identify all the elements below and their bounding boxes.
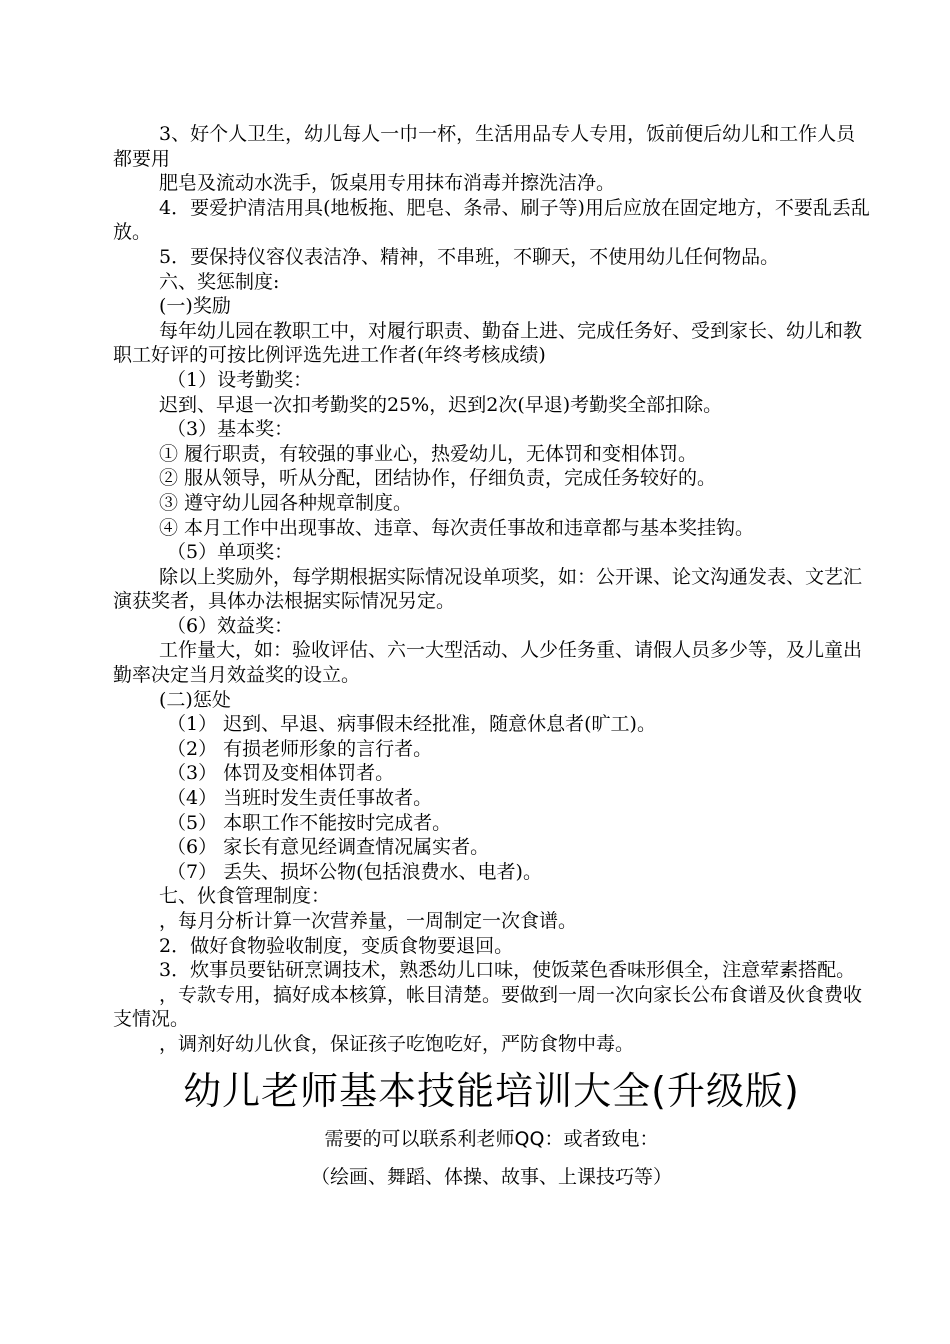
paragraph: 5．要保持仪容仪表洁净、精神，不串班，不聊天，不使用幼儿任何物品。 bbox=[159, 245, 780, 268]
paragraph: ② 服从领导，听从分配，团结协作，仔细负责，完成任务较好的。 bbox=[159, 467, 717, 490]
document-body bbox=[113, 122, 870, 1057]
paragraph: （3）基本奖： bbox=[167, 418, 294, 441]
paragraph: （5）单项奖： bbox=[167, 541, 294, 564]
paragraph: 3、好个人卫生，幼儿每人一巾一杯，生活用品专人专用，饭前便后幼儿和工作人员都要用 bbox=[113, 123, 856, 170]
paragraph: 六、奖惩制度: bbox=[159, 270, 280, 293]
paragraph: （1） 迟到、早退、病事假未经批准，随意休息者(旷工)。 bbox=[167, 713, 656, 736]
paragraph: 肥皂及流动水洗手，饭桌用专用抹布消毒并擦洗洁净。 bbox=[159, 172, 616, 195]
skills-line: （绘画、舞蹈、体操、故事、上课技巧等） bbox=[310, 1165, 672, 1188]
paragraph: ，专款专用，搞好成本核算，帐目清楚。要做到一周一次向家长公布食谱及伙食费收支情况。 bbox=[113, 983, 863, 1031]
paragraph: （6） 家长有意见经调查情况属实者。 bbox=[167, 836, 490, 859]
paragraph: （4） 当班时发生责任事故者。 bbox=[167, 787, 433, 810]
paragraph: 2．做好食物验收制度，变质食物要退回。 bbox=[159, 934, 514, 957]
paragraph: 每年幼儿园在教职工中，对履行职责、勤奋上进、完成任务好、受到家长、幼儿和教职工好评的可按比例评选先进工作者(年终考核成绩) bbox=[113, 319, 863, 367]
paragraph: ① 履行职责，有较强的事业心，热爱幼儿，无体罚和变相体罚。 bbox=[159, 442, 698, 465]
paragraph: 4．要爱护清洁用具(地板拖、肥皂、条帚、刷子等)用后应放在固定地方，不要乱丢乱放。 bbox=[113, 196, 870, 244]
paragraph: (二)惩处 bbox=[159, 688, 231, 711]
paragraph: （5） 本职工作不能按时完成者。 bbox=[167, 811, 452, 834]
contact-line: 需要的可以联系利老师QQ：或者致电： bbox=[324, 1127, 659, 1150]
paragraph: 3．炊事员要钻研烹调技术，熟悉幼儿口味，使饭菜色香味形俱全，注意荤素搭配。 bbox=[159, 959, 856, 982]
paragraph: ，调剂好幼儿伙食，保证孩子吃饱吃好，严防食物中毒。 bbox=[159, 1032, 635, 1055]
paragraph: (一)奖励 bbox=[159, 295, 231, 318]
paragraph: 工作量大，如：验收评估、六一大型活动、人少任务重、请假人员多少等，及儿童出勤率决定当月效益奖的设立。 bbox=[113, 639, 863, 687]
paragraph: （3） 体罚及变相体罚者。 bbox=[167, 762, 395, 785]
paragraph: ④ 本月工作中出现事故、违章、每次责任事故和违章都与基本奖挂钩。 bbox=[159, 516, 755, 539]
paragraph: （1）设考勤奖： bbox=[167, 368, 313, 391]
paragraph: （6）效益奖： bbox=[167, 614, 294, 637]
paragraph: 除以上奖励外，每学期根据实际情况设单项奖，如：公开课、论文沟通发表、文艺汇演获奖者，具体办法根据实际情况另定。 bbox=[113, 565, 863, 613]
paragraph: ，每月分析计算一次营养量，一周制定一次食谱。 bbox=[159, 910, 578, 932]
paragraph: （2） 有损老师形象的言行者。 bbox=[167, 737, 433, 760]
paragraph: （7） 丢失、损坏公物(包括浪费水、电者)。 bbox=[167, 860, 542, 883]
document-page bbox=[113, 122, 870, 1191]
paragraph: ③ 遵守幼儿园各种规章制度。 bbox=[159, 491, 413, 514]
promo-title: 幼儿老师基本技能培训大全(升级版) bbox=[183, 1068, 800, 1113]
paragraph: 七、伙食管理制度： bbox=[159, 885, 331, 908]
paragraph: 迟到、早退一次扣考勤奖的25%，迟到2次(早退)考勤奖全部扣除。 bbox=[159, 393, 723, 416]
